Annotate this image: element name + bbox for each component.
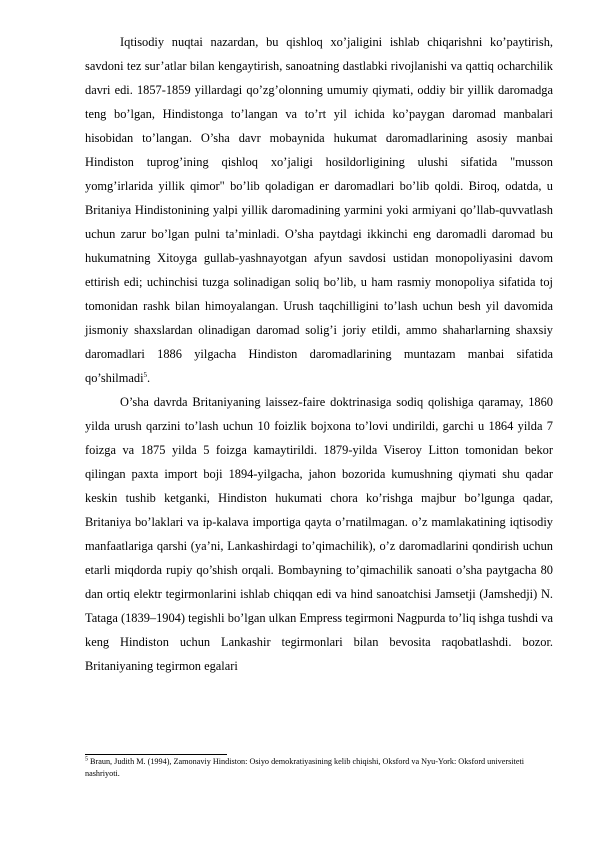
paragraph-1 [85,30,553,390]
paragraph-1-end: . [147,371,151,385]
footnote-text: Braun, Judith M. (1994), Zamonaviy Hindiston: Osiyo demokratiyasining kelib chiqishi, Oksford va Nyu-York: Oksford universiteti nashriyoti. [85,757,525,778]
footnote-divider [85,754,227,755]
paragraph-1-text: Iqtisodiy nuqtai nazardan, bu qishloq xo’jaligini ishlab chiqarishni ko’paytirish, savdoni tez sur’atlar bilan kengaytirish, sanoatning dastlabki rivojlanishi va qattiq ocharchilik davri edi. 1857-1859 yillardagi qo’zg’olonning umumiy qiymati, oddiy bir yillik daromadga teng bo’lgan, Hindistonga to’langan va to’rt yil ichida ko’paygan daromad manbalari hisobidan to’langan. O’sha davr mobaynida hukumat daromadlarining asosiy manbai Hindiston tuprog’ining qishloq xo’jaligi hosildorligining ulushi sifatida "musson yomg’irlarida yillik qimor" bo’lib qoladigan er daromadlari bo’lib qoldi. Biroq, odatda, u Britaniya Hindistonining yalpi yillik daromadining yarmini yoki armiyani qo’llab-quvvatlash uchun zarur bo’lgan pulni ta’minladi. O’sha paytdagi ikkinchi eng daromadli daromad bu hukumatning Xitoyga gullab-yashnayotgan afyun savdosi ustidan monopoliyasini davom ettirish edi; uchinchisi tuzga solinadigan soliq bo’lib, u ham rasmiy monopoliya sifatida toj tomonidan rashk bilan himoyalangan. Urush taqchilligini to’lash uchun besh yil davomida jismoniy shaxslardan olinadigan daromad solig’i joriy etildi, ammo shaharlarning shaxsiy daromadlari 1886 yilgacha Hindiston daromadlarining muntazam manbai sifatida qo’shilmadi [85,35,553,385]
paragraph-2 [85,390,553,678]
footnote-reference-5[interactable]: 5 [143,370,148,379]
footnote-number: 5 [85,756,88,763]
body-text [85,30,553,678]
footnote [85,756,553,780]
paragraph-2-text: O’sha davrda Britaniyaning laissez-faire doktrinasiga sodiq qolishiga qaramay, 1860 yilda urush qarzini to’lash uchun 10 foizlik bojxona to’lovi undirildi, garchi u 1864 yilda 7 foizga va 1875 yilda 5 foizga kamaytirildi. 1879-yilda Viseroy Litton tomonidan bekor qilingan paxta import boji 1894-yilgacha, jahon bozorida kumushning qiymati shu qadar keskin tushib ketganki, Hindiston hukumati chora ko’rishga majbur bo’lgunga qadar, Britaniya bo’laklari va ip-kalava importiga qayta o’rnatilmagan. o’z mamlakatining iqtisodiy manfaatlariga qarshi (ya’ni, Lankashirdagi to’qimachilik), o’z daromadlarini qondirish uchun etarli miqdorda rupiy qo’shish orqali. Bombayning to’qimachilik sanoati o’sha paytgacha 80 dan ortiq elektr tegirmonlarini ishlab chiqqan edi va hind sanoatchisi Jamsetji (Jamshedji) N. Tataga (1839–1904) tegishli bo’lgan ulkan Empress tegirmoni Nagpurda to’liq ishga tushdi va keng Hindiston uchun Lankashir tegirmonlari bilan bevosita raqobatlashdi. bozor. Britaniyaning tegirmon egalari [85,395,553,673]
